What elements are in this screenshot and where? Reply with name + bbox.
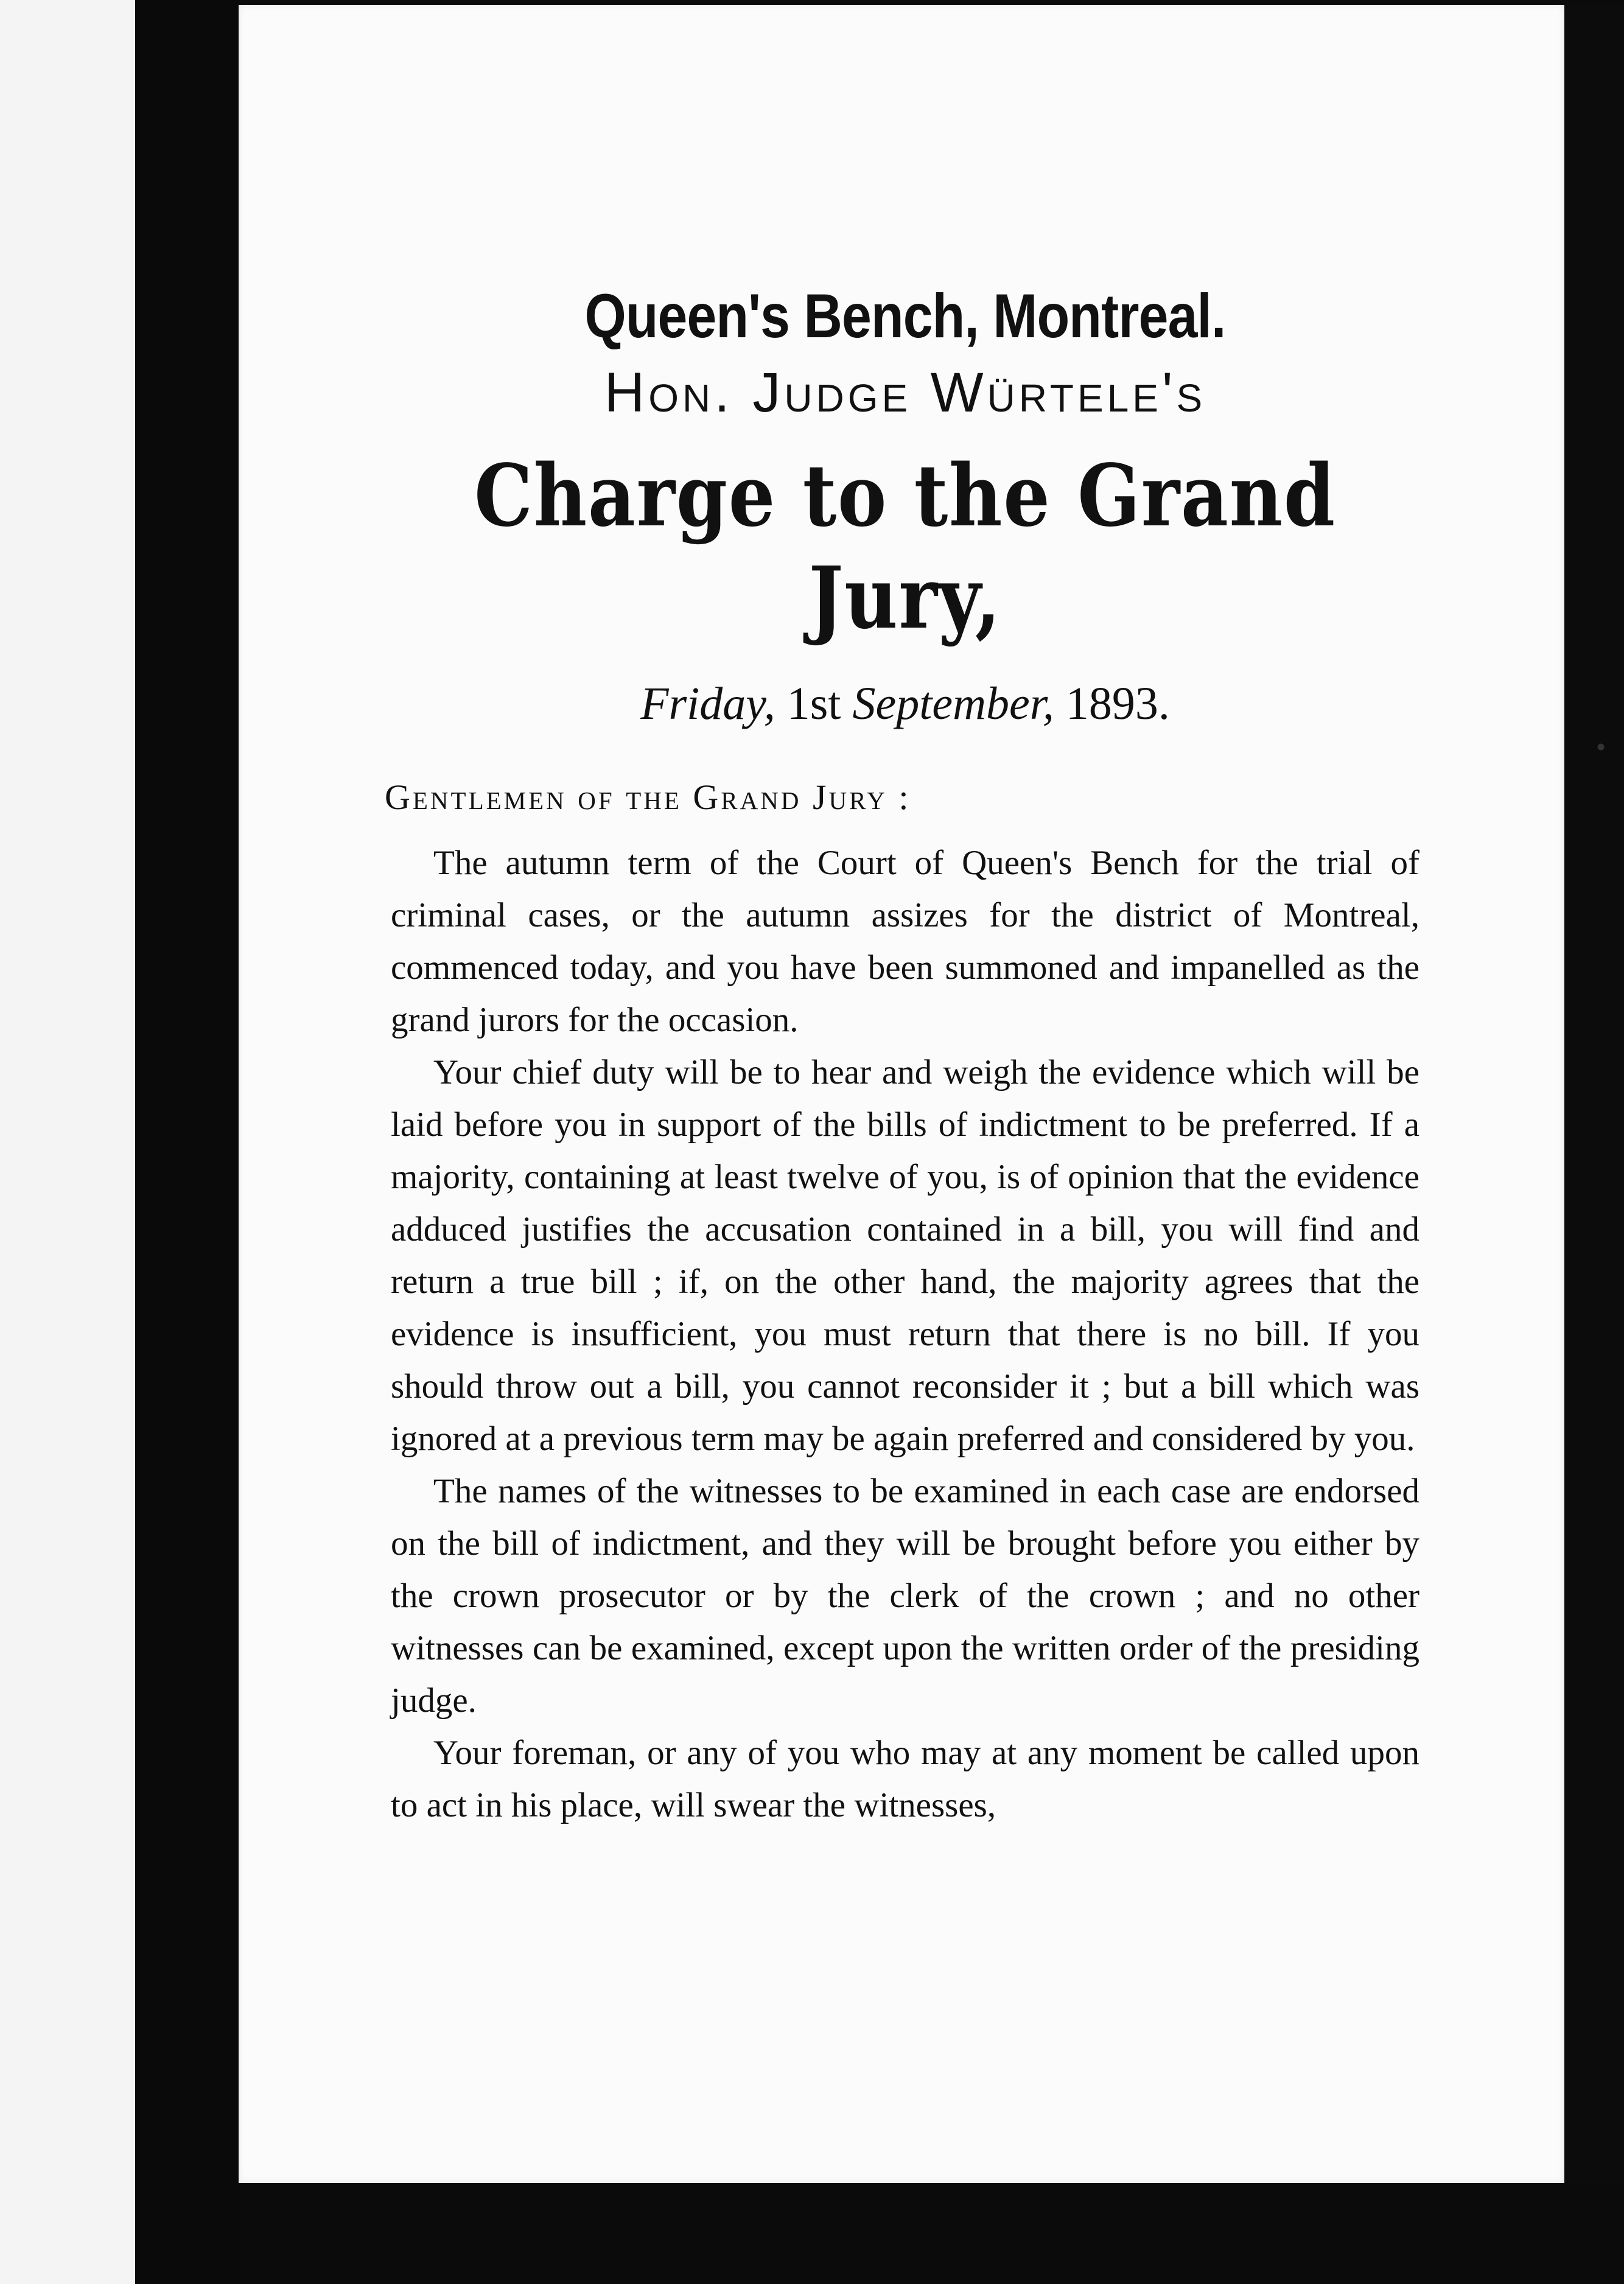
paragraph-3: The names of the witnesses to be examined in each case are endorsed on the bill of indictment, and they will be brought before you either by the crown prosecutor or by the clerk of the crown ; and no other witnesses can be examined, except upon the written order of the presiding judge. [391,1472,1419,1720]
date-line [391,676,1419,732]
date-year: 1893. [1065,678,1170,729]
date-day: Friday, [640,678,775,729]
judge-heading: Hon. Judge Würtele's [604,362,1206,424]
page-edge [1564,5,1624,2183]
page-content [385,279,1419,1832]
paragraph-4: Your foreman, or any of you who may at any moment be called upon to act in his place, will swear the witnesses, [391,1734,1419,1825]
date-number: 1st [786,678,841,729]
charge-title: Charge to the Grand Jury, [474,446,1336,648]
edge-mark: • [1596,731,1606,762]
paragraph-1: The autumn term of the Court of Queen's Bench for the trial of criminal cases, or the autumn assizes for the district of Montreal, commenced today, and you have been summoned and impanelled as the grand jurors for the occasion. [391,844,1419,1040]
body-text [391,837,1419,1832]
book-spine [135,0,239,2284]
court-heading: Queen's Bench, Montreal. [584,281,1226,351]
document-page [239,5,1564,2183]
left-page [0,0,135,2284]
salutation: Gentlemen of the Grand Jury : [385,777,911,817]
paragraph-2: Your chief duty will be to hear and weigh the evidence which will be laid before you in support of the bills of indictment to be preferred. If a majority, containing at least twelve of you, is of opinion that the evidence adduced justifies the accusation contained in a bill, you will find and return a true bill ; if, on the other hand, the majority agrees that the evidence is insufficient, you must return that there is no bill. If you should throw out a bill, you cannot reconsider it ; but a bill which was ignored at a previous term may be again preferred and considered by you. [391,1053,1419,1459]
date-month: September, [852,678,1054,729]
